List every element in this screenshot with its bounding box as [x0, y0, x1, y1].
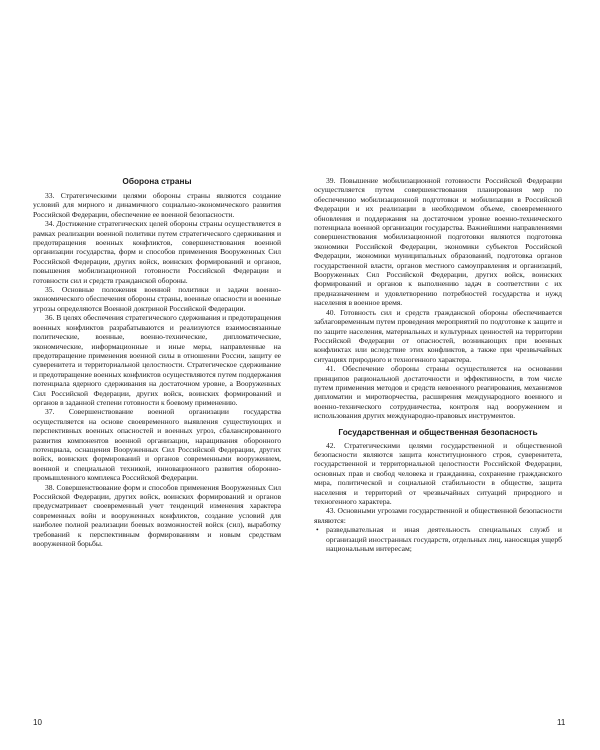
threats-list — [314, 525, 562, 553]
paragraph-35: 35. Основные положения военной политики и задачи военно-экономического обеспечения обороны страны, военные опасности и военные угрозы определяются Военной доктриной Российской Федерации. — [33, 285, 281, 313]
section-title-state-security: Государственная и общественная безопасность — [338, 426, 538, 437]
paragraph-38: 38. Совершенствование форм и способов применения Вооруженных Сил Российской Федерации, других войск, воинских формирований и органов предусматривает своевременный учет тенденций изменения характера современных войн и вооруженных конфликтов, создание условий для наиболее полной реализации боевых возможностей войск (сил), выработку требований к перспективным формированиям и новым средствам вооруженной борьбы. — [33, 482, 281, 549]
paragraph-40: 40. Готовность сил и средств гражданской обороны обеспечивается заблаговременным путем проведения мероприятий по подготовке к защите и по защите населения, материальных и культурных ценностей на территории Российской Федерации от опасностей, возникающих при военных конфликтах или вследствие этих конфликтов, а также при чрезвычайных ситуациях природного и техногенного характера. — [314, 307, 562, 364]
list-item-text: разведывательная и иная деятельность специальных служб и организаций иностранных государств, отдельных лиц, наносящая ущерб национальным интересам; — [326, 525, 562, 554]
list-item — [314, 525, 562, 553]
bullet-icon: • — [316, 525, 319, 535]
page-number-right: 11 — [557, 718, 566, 727]
paragraph-41: 41. Обеспечение обороны страны осуществляется на основании принципов рациональной достаточности и эффективности, в том числе путем применения методов и средств невоенного реагирования, механизмов дипломатии и миротворчества, расширения международного военного и военно-технического сотрудничества, контроля над вооружением и использования других международно-правовых инструментов. — [314, 364, 562, 421]
paragraph-43: 43. Основными угрозами государственной и общественной безопасности являются: — [314, 506, 562, 525]
paragraph-36: 36. В целях обеспечения стратегического сдерживания и предотвращения военных конфликтов разрабатываются и реализуются взаимосвязанные политические, военные, военно-технические, дипломатические, экономические, информационные и иные меры, направленные на предотвращение применения военной силы в отношении России, защиту ее суверенитета и территориальной целостности. Стратегическое сдерживание и предотвращение военных конфликтов осуществляются путем поддержания потенциала ядерного сдерживания на достаточном уровне, а Вооруженных Сил Российской Федерации, других войск, воинских формирований и органов в заданной степени готовности к боевому применению. — [33, 313, 281, 407]
right-page — [314, 176, 562, 553]
page-number-left: 10 — [33, 718, 42, 727]
paragraph-37: 37. Совершенствование военной организации государства осуществляется на основе своевременного выявления существующих и перспективных военных опасностей и военных угроз, сбалансированного развития компонентов военной организации, наращивания оборонного потенциала, оснащения Вооруженных Сил Российской Федерации, других войск, воинских формирований и органов современными вооружением, военной и специальной техникой, инновационного развития оборонно-промышленного комплекса Российской Федерации. — [33, 407, 281, 483]
left-page — [33, 176, 281, 548]
paragraph-42: 42. Стратегическими целями государственной и общественной безопасности являются защита конституционного строя, суверенитета, государственной и территориальной целостности Российской Федерации, основных прав и свобод человека и гражданина, сохранение гражданского мира, политической и социальной стабильности в обществе, защита населения и территорий от чрезвычайных ситуаций природного и техногенного характера. — [314, 440, 562, 506]
paragraph-39: 39. Повышение мобилизационной готовности Российской Федерации осуществляется путем совершенствования планирования мер по обеспечению мобилизационной подготовки и мобилизации в Российской Федерации и их реализации в необходимом объеме, своевременного обновления и поддержания на достаточном уровне военно-технического потенциала военной организации государства. Важнейшими направлениями совершенствования мобилизационной подготовки являются подготовка экономики Российской Федерации, экономики субъектов Российской Федерации, экономики муниципальных образований, подготовка органов государственной власти, органов местного самоуправления и организаций, Вооруженных Сил Российской Федерации, других войск, воинских формирований и органов к выполнению задач в соответствии с их предназначением и удовлетворению потребностей государства и нужд населения в военное время. — [314, 176, 562, 308]
paragraph-34: 34. Достижение стратегических целей обороны страны осуществляется в рамках реализации военной политики путем стратегического сдерживания и предотвращения военных конфликтов, совершенствования военной организации государства, форм и способов применения Вооруженных Сил Российской Федерации, других войск, воинских формирований и органов, повышения мобилизационной готовности Российской Федерации и готовности сил и средств гражданской обороны. — [33, 219, 281, 285]
section-title-defense: Оборона страны — [122, 176, 192, 186]
paragraph-33: 33. Стратегическими целями обороны страны являются создание условий для мирного и динамичного социально-экономического развития Российской Федерации, обеспечение ее военной безопасности. — [33, 191, 281, 219]
